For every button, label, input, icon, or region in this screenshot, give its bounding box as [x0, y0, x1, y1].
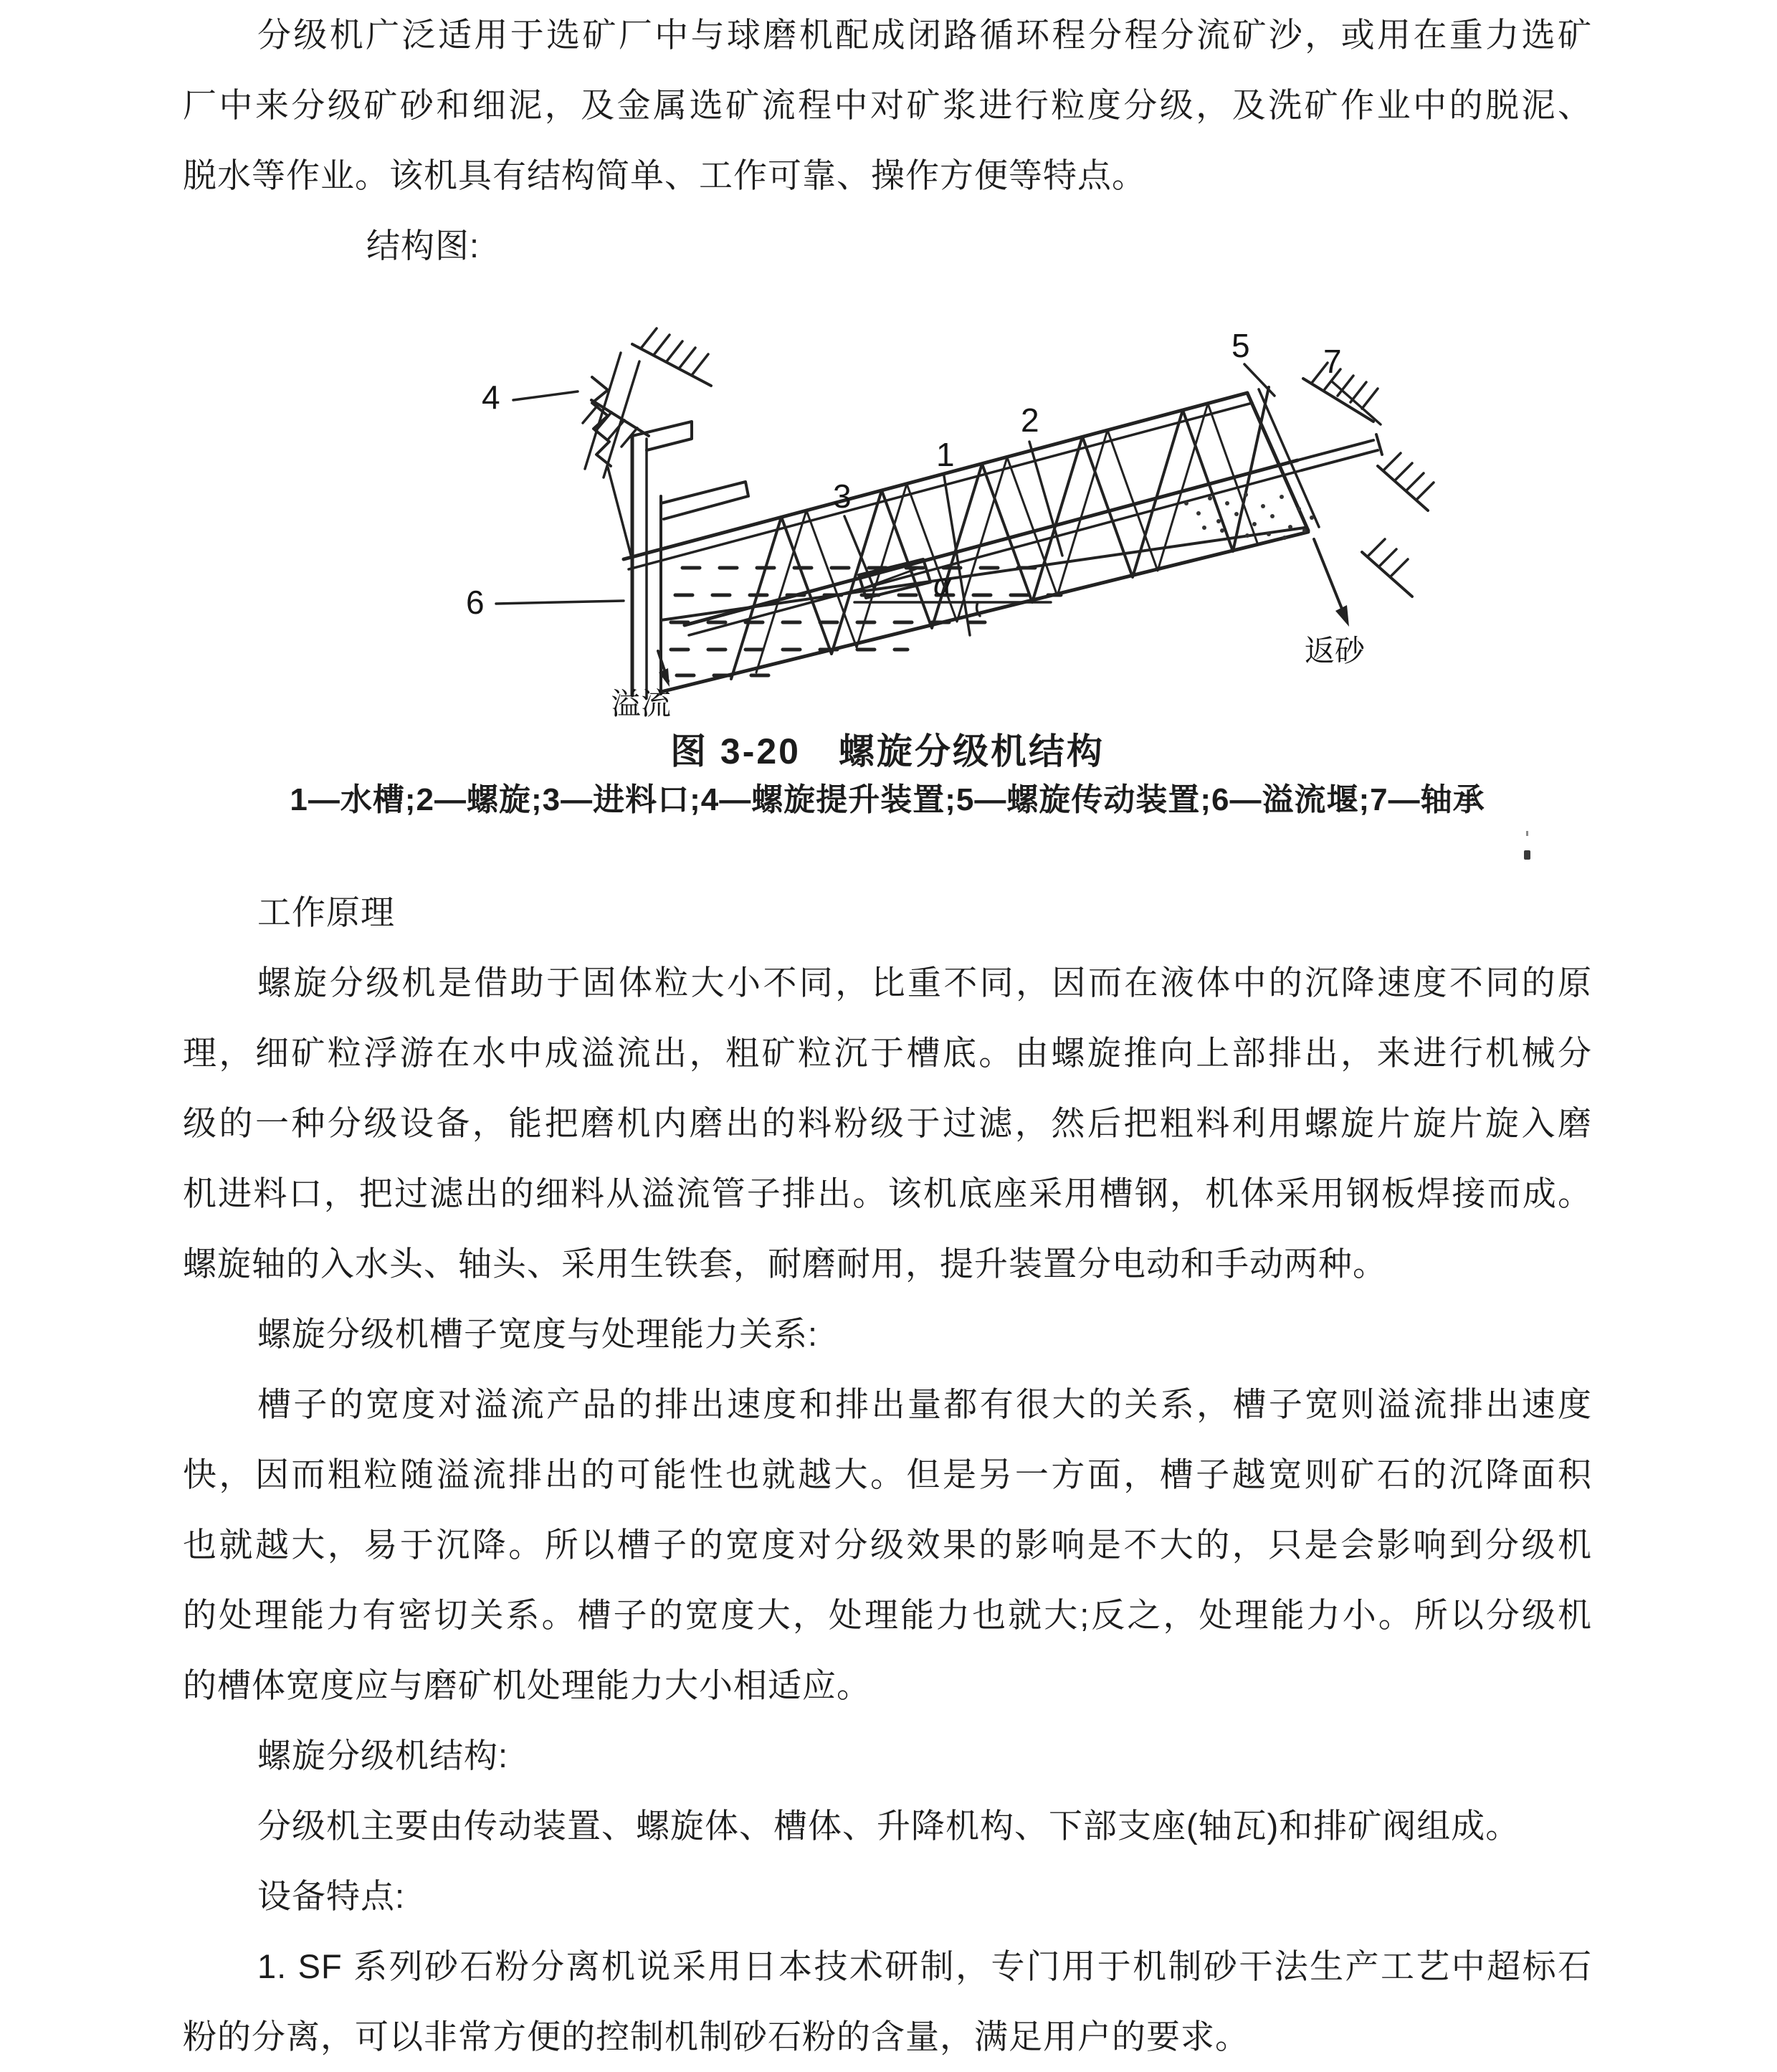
return-sand-arrow [1314, 539, 1346, 619]
spiral-classifier-diagram [444, 315, 1448, 717]
text-line: 螺旋分级机槽子宽度与处理能力关系: [257, 1315, 819, 1353]
text-line: 结构图: [366, 227, 480, 265]
part-number-label: 7 [1323, 343, 1342, 380]
part-number-label: 5 [1231, 327, 1250, 364]
part-number-label: 3 [833, 477, 852, 515]
text-line: 也就越大，易于沉降。所以槽子的宽度对分级效果的影响是不大的，只是会影响到分级机 [183, 1526, 1592, 1564]
text-line: 的处理能力有密切关系。槽子的宽度大，处理能力也就大;反之，处理能力小。所以分级机 [183, 1596, 1592, 1634]
text-line: 分级机广泛适用于选矿厂中与球磨机配成闭路循环程分程分流矿沙，或用在重力选矿 [257, 16, 1592, 54]
figure-caption: 图 3-20 螺旋分级机结构 [670, 731, 1105, 771]
text-line: 粉的分离，可以非常方便的控制机制砂石粉的含量，满足用户的要求。 [183, 2018, 1249, 2056]
return-sand-label: 返砂 [1305, 634, 1366, 667]
text-line: 的槽体宽度应与磨矿机处理能力大小相适应。 [183, 1666, 871, 1704]
spiral-flights [731, 387, 1269, 679]
part-number-label: 6 [466, 584, 485, 621]
figure [444, 315, 1448, 717]
part-number-label: 2 [1021, 401, 1039, 439]
alpha-label: α [933, 567, 952, 602]
paragraphs-after-figure [183, 878, 1592, 2072]
water-level-dashes [671, 568, 1061, 675]
text-line: 快，因而粗粒随溢流排出的可能性也就越大。但是另一方面，槽子越宽则矿石的沉降面积 [183, 1455, 1592, 1493]
text-line: 螺旋分级机是借助于固体粒大小不同，比重不同，因而在液体中的沉降速度不同的原 [257, 964, 1592, 1002]
angle-arc [977, 602, 980, 616]
trough-top-rail [624, 393, 1247, 559]
text-line: 理，细矿粒浮游在水中成溢流出，粗矿粒沉于槽底。由螺旋推向上部排出，来进行机械分 [183, 1034, 1592, 1072]
text-line: 螺旋分级机结构: [257, 1736, 509, 1774]
text-line: 设备特点: [257, 1877, 406, 1915]
figure-legend: 1—水槽;2—螺旋;3—进料口;4—螺旋提升装置;5—螺旋传动装置;6—溢流堰;7—轴承 [290, 782, 1485, 817]
text-line: 厂中来分级矿砂和细泥，及金属选矿流程中对矿浆进行粒度分级，及洗矿作业中的脱泥、 [183, 86, 1592, 124]
part-number-label: 1 [936, 436, 955, 473]
scan-artifact [1524, 850, 1530, 860]
overflow-label: 溢流 [611, 687, 672, 717]
text-line: 机进料口，把过滤出的细料从溢流管子排出。该机底座采用槽钢，机体采用钢板焊接而成。 [183, 1174, 1592, 1212]
text-line: 脱水等作业。该机具有结构简单、工作可靠、操作方便等特点。 [183, 156, 1146, 194]
text-line: 工作原理 [257, 893, 395, 931]
paragraphs-before-figure [183, 0, 1592, 281]
part-number-label: 4 [482, 379, 500, 416]
text-line: 分级机主要由传动装置、螺旋体、槽体、升降机构、下部支座(轴瓦)和排矿阀组成。 [257, 1807, 1520, 1845]
text-line: 槽子的宽度对溢流产品的排出速度和排出量都有很大的关系，槽子宽则溢流排出速度 [257, 1385, 1592, 1423]
text-line: 1. SF 系列砂石粉分离机说采用日本技术研制，专门用于机制砂干法生产工艺中超标石 [257, 1947, 1592, 1985]
text-line: 螺旋轴的入水头、轴头、采用生铁套，耐磨耐用，提升装置分电动和手动两种。 [183, 1245, 1387, 1283]
text-line: 级的一种分级设备，能把磨机内磨出的料粉级于过滤，然后把粗料利用螺旋片旋片旋入磨 [183, 1104, 1592, 1142]
